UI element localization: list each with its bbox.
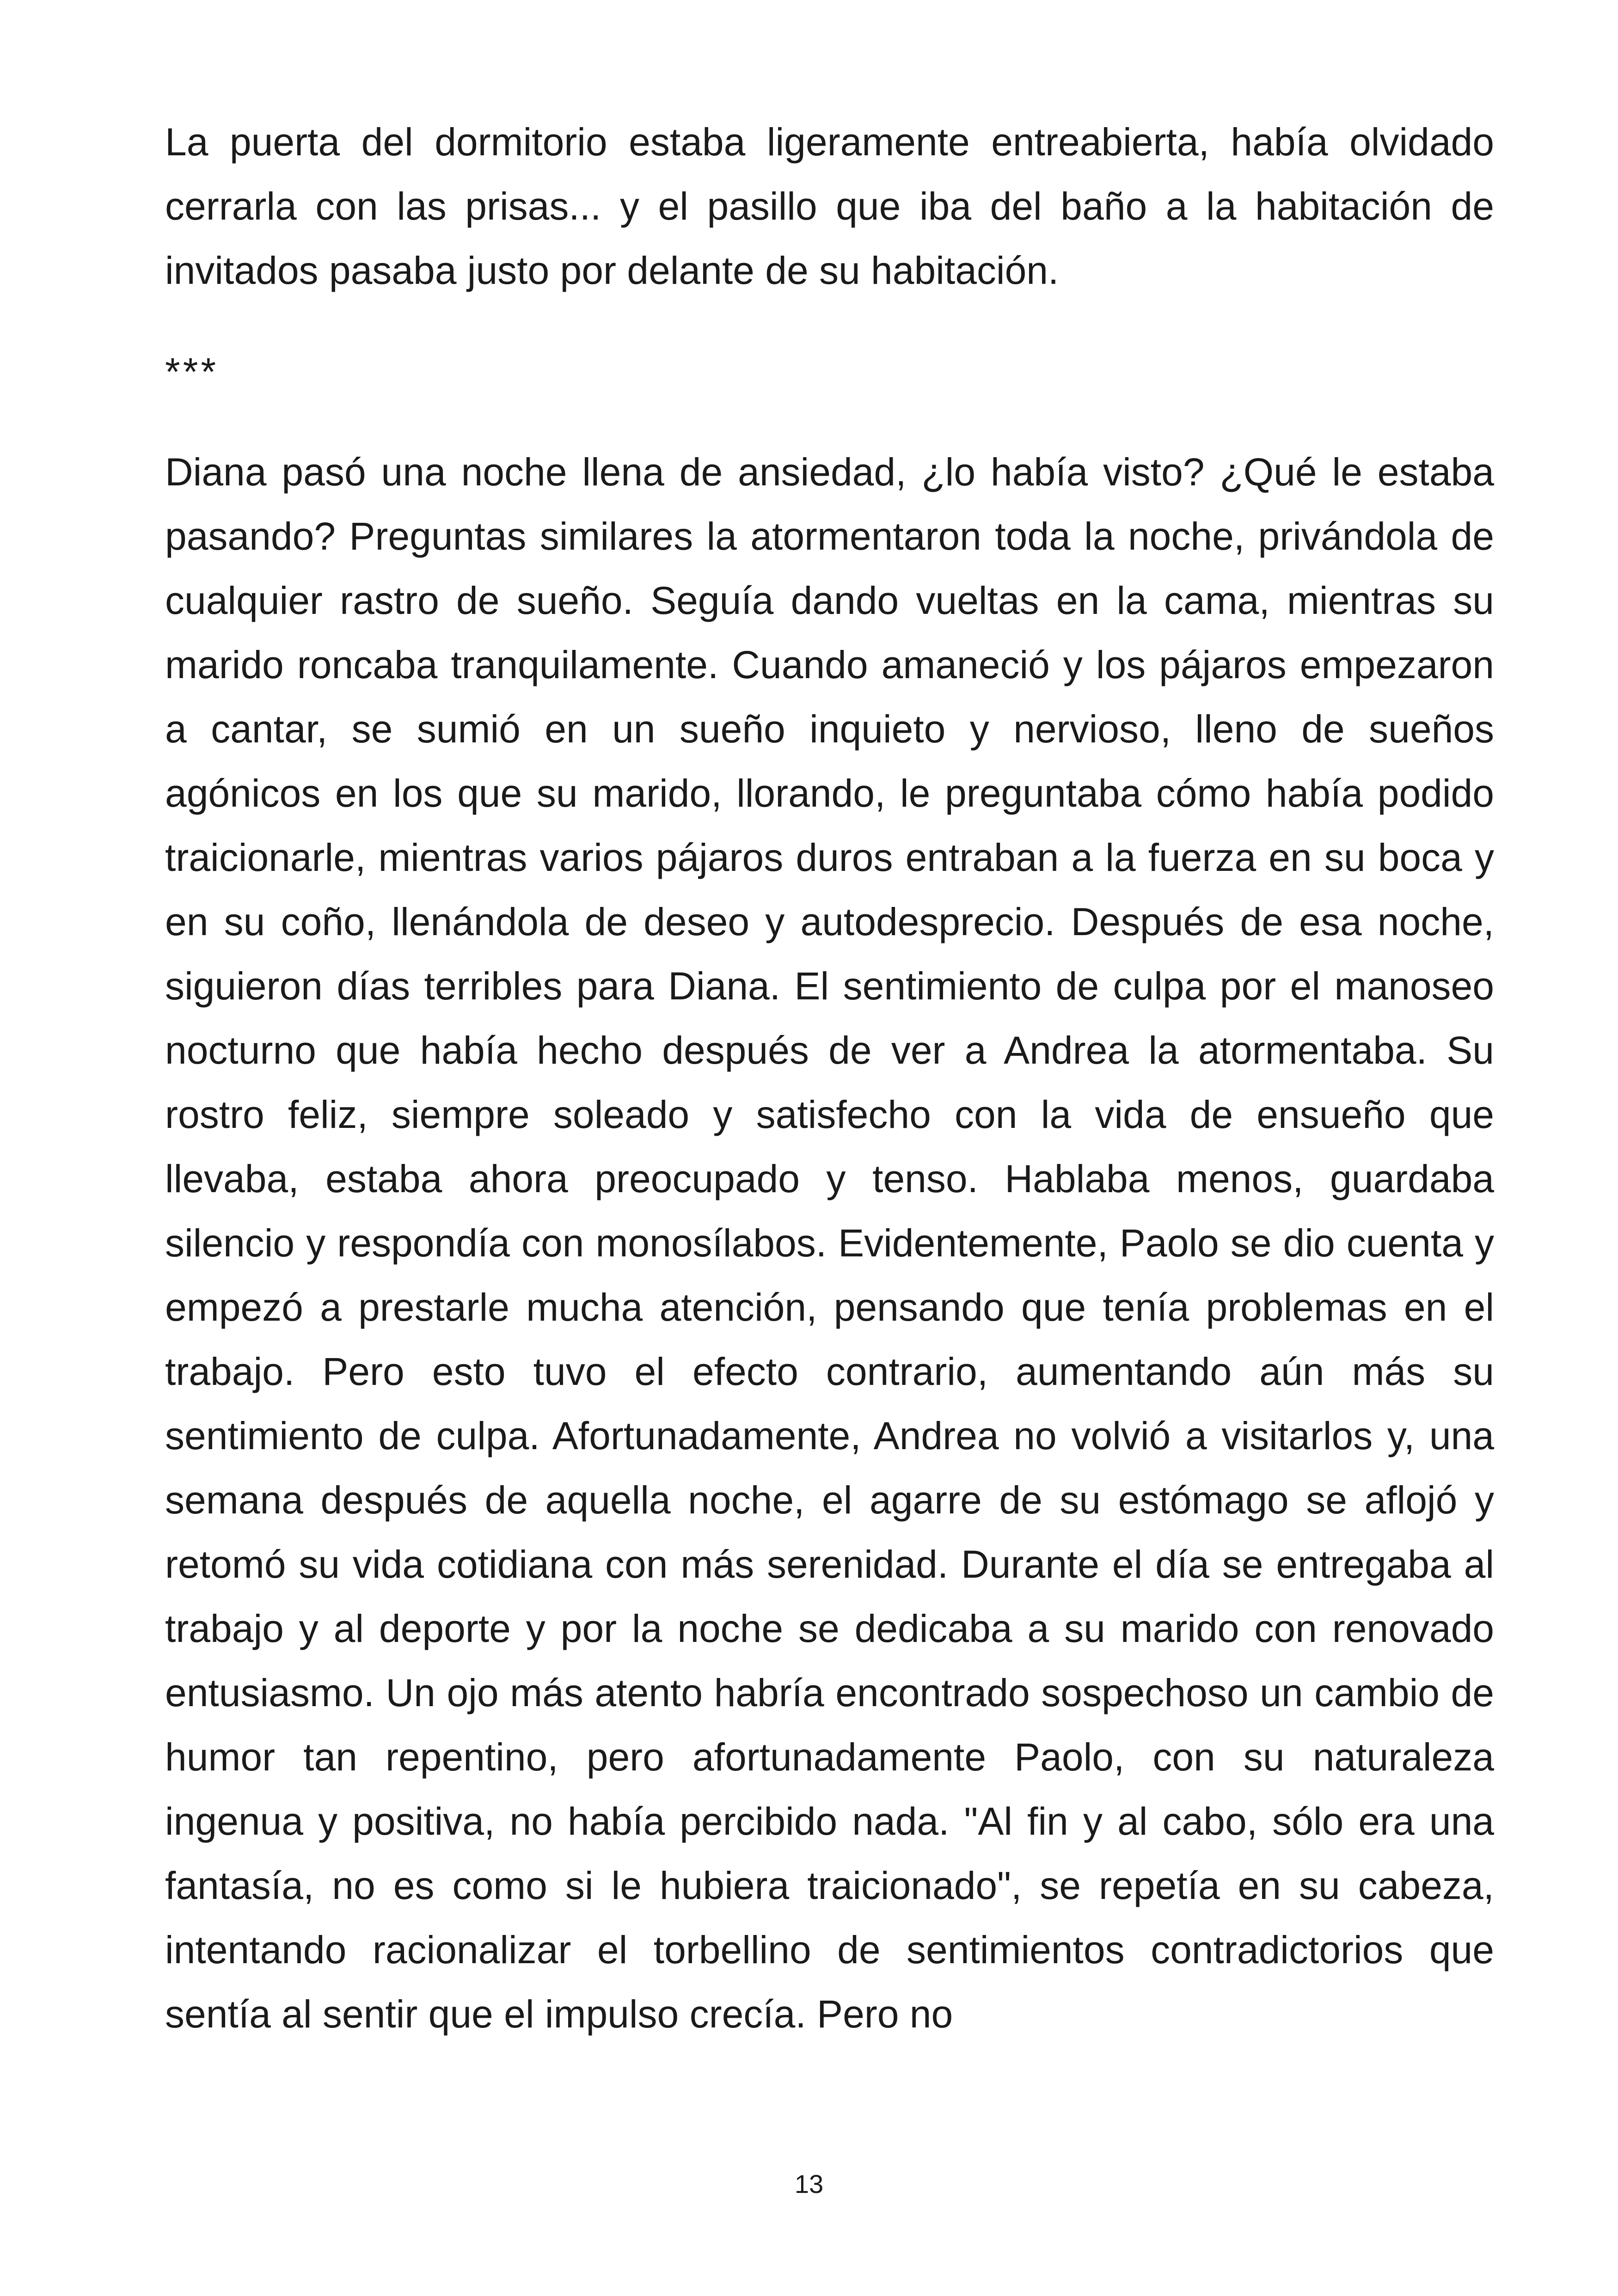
section-separator: ***: [165, 350, 219, 393]
body-text: [165, 110, 1494, 2046]
page-number: 13: [794, 2169, 824, 2198]
paragraph: La puerta del dormitorio estaba ligeramente entreabierta, había olvidado cerrarla con las prisas... y el pasillo que iba del baño a la habitación de invitados pasaba justo por delante de su habitación.: [165, 120, 1494, 292]
paragraph: Diana pasó una noche llena de ansiedad, ¿lo había visto? ¿Qué le estaba pasando? Preguntas similares la atormentaron toda la noche, privándola de cualquier rastro de sueño. Seguía dando vueltas en la cama, mientras su marido roncaba tranquilamente. Cuando amaneció y los pájaros empezaron a cantar, se sumió en un sueño inquieto y nervioso, lleno de sueños agónicos en los que su marido, llorando, le preguntaba cómo había podido traicionarle, mientras varios pájaros duros entraban a la fuerza en su boca y en su coño, llenándola de deseo y autodesprecio. Después de esa noche, siguieron días terribles para Diana. El sentimiento de culpa por el manoseo nocturno que había hecho después de ver a Andrea la atormentaba. Su rostro feliz, siempre soleado y satisfecho con la vida de ensueño que llevaba, estaba ahora preocupado y tenso. Hablaba menos, guardaba silencio y respondía con monosílabos. Evidentemente, Paolo se dio cuenta y empezó a prestarle mucha atención, pensando que tenía problemas en el trabajo. Pero esto tuvo el efecto contrario, aumentando aún más su sentimiento de culpa. Afortunadamente, Andrea no volvió a visitarlos y, una semana después de aquella noche, el agarre de su estómago se aflojó y retomó su vida cotidiana con más serenidad. Durante el día se entregaba al trabajo y al deporte y por la noche se dedicaba a su marido con renovado entusiasmo. Un ojo más atento habría encontrado sospechoso un cambio de humor tan repentino, pero afortunadamente Paolo, con su naturaleza ingenua y positiva, no había percibido nada. "Al fin y al cabo, sólo era una fantasía, no es como si le hubiera traicionado", se repetía en su cabeza, intentando racionalizar el torbellino de sentimientos contradictorios que sentía al sentir que el impulso crecía. Pero no: [165, 450, 1494, 2036]
